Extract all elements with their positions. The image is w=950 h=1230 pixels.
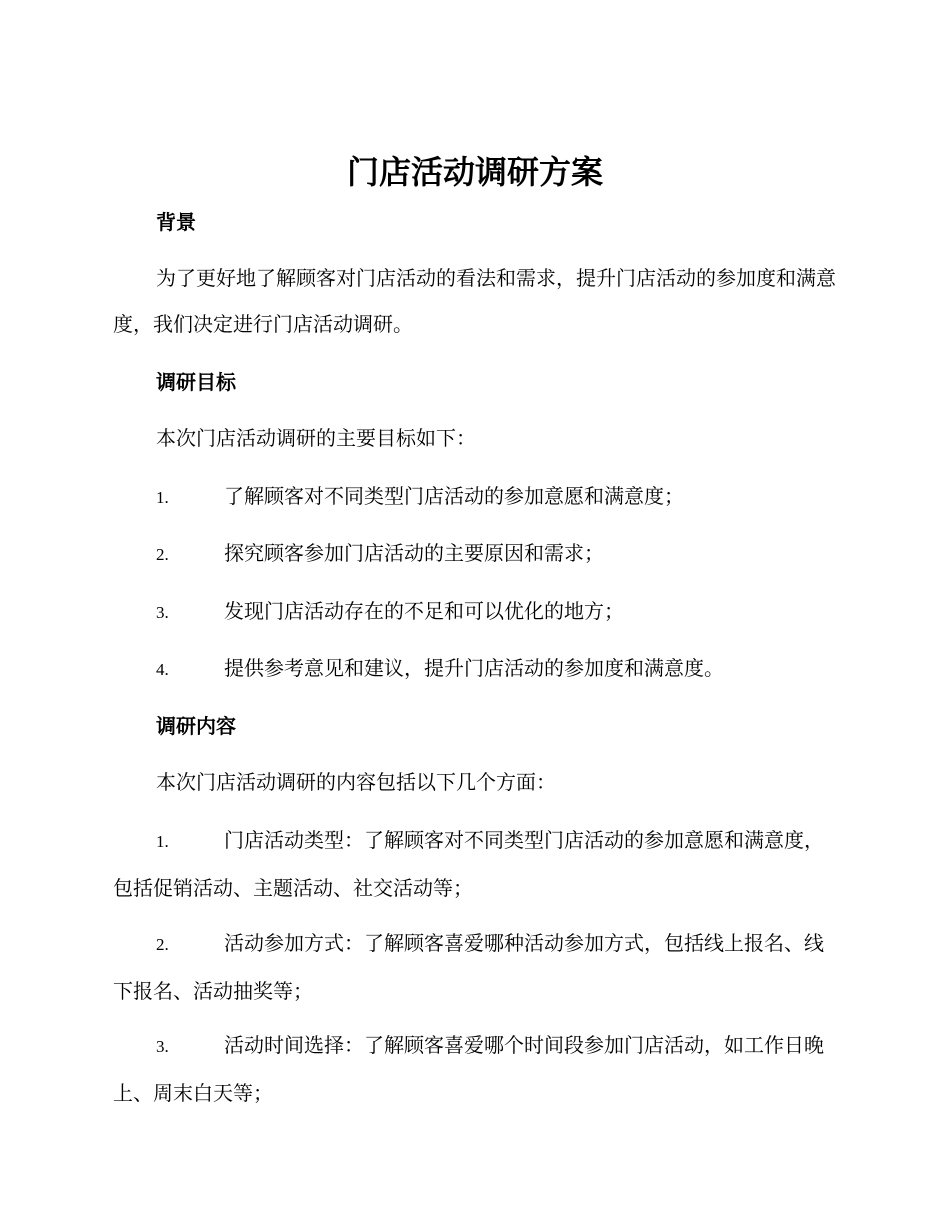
goal-item xyxy=(113,530,838,578)
goal-item-text: 提供参考意见和建议，提升门店活动的参加度和满意度。 xyxy=(224,656,724,680)
content-item-text: 活动时间选择：了解顾客喜爱哪个时间段参加门店活动，如工作日晚上、周末白天等； xyxy=(113,1033,824,1105)
background-paragraph-text: 为了更好地了解顾客对门店活动的看法和需求，提升门店活动的参加度和满意度，我们决定进行门店活动调研。 xyxy=(113,266,836,336)
content-item-number: 1. xyxy=(156,832,169,851)
goal-item-number: 3. xyxy=(156,603,169,622)
content-item-number: 2. xyxy=(156,935,169,954)
content-item xyxy=(113,920,838,1014)
content-item xyxy=(113,1022,838,1116)
goal-item xyxy=(113,588,838,636)
goal-item xyxy=(113,645,838,693)
goal-item-number: 1. xyxy=(156,488,169,507)
goal-item-text: 发现门店活动存在的不足和可以优化的地方； xyxy=(224,599,624,623)
content-intro-text: 本次门店活动调研的内容包括以下几个方面： xyxy=(156,770,556,794)
goals-intro-text: 本次门店活动调研的主要目标如下： xyxy=(156,426,476,450)
document-title: 门店活动调研方案 xyxy=(346,153,603,191)
content-intro xyxy=(113,759,838,805)
goal-item xyxy=(113,473,838,521)
content-item-text: 活动参加方式：了解顾客喜爱哪种活动参加方式，包括线上报名、线下报名、活动抽奖等； xyxy=(113,931,824,1003)
background-paragraph xyxy=(113,255,838,347)
section-heading-background: 背景 xyxy=(156,210,196,234)
section-heading-content: 调研内容 xyxy=(156,714,236,738)
content-item-number: 3. xyxy=(156,1037,169,1056)
goals-intro xyxy=(113,415,838,461)
goal-item-text: 探究顾客参加门店活动的主要原因和需求； xyxy=(224,541,604,565)
content-item-text: 门店活动类型：了解顾客对不同类型门店活动的参加意愿和满意度，包括促销活动、主题活动、社交活动等； xyxy=(113,828,824,900)
section-heading-goals: 调研目标 xyxy=(156,370,236,394)
goal-item-number: 2. xyxy=(156,545,169,564)
goal-item-text: 了解顾客对不同类型门店活动的参加意愿和满意度； xyxy=(224,484,684,508)
goal-item-number: 4. xyxy=(156,660,169,679)
content-item xyxy=(113,817,838,911)
